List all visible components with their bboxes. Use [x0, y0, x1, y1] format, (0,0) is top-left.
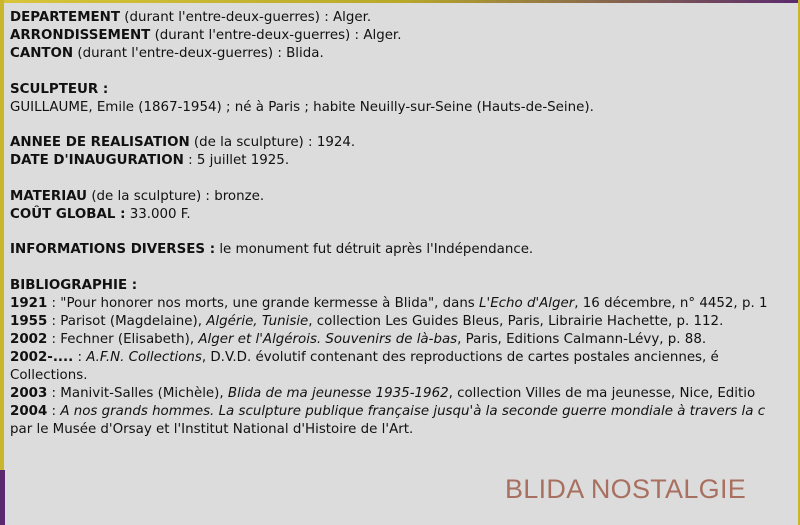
cout-label: COÛT GLOBAL : [10, 206, 126, 222]
sculpteur-heading-line [10, 81, 800, 99]
cout-line [10, 206, 800, 224]
arrondissement-value: Alger. [363, 28, 402, 43]
biblio-title: A.F.N. Collections [86, 349, 202, 365]
arrondissement-label: ARRONDISSEMENT [10, 28, 151, 43]
biblio-title: Alger et l'Algérois. Souvenirs de là-bas [198, 331, 458, 347]
departement-label: DEPARTEMENT [10, 10, 121, 25]
biblio-title: A nos grands hommes. La sculpture publique française jusqu'à la seconde guerre mondiale à travers la c [60, 403, 766, 419]
canton-label: CANTON [10, 46, 74, 61]
spacer [10, 259, 800, 277]
realisation-qualifier: (de la sculpture) : [189, 135, 317, 150]
biblio-text: , Paris, Editions Calmann-Lévy, p. 88. [457, 331, 707, 347]
biblio-title: L'Echo d'Alger [479, 295, 575, 311]
top-border [0, 0, 800, 3]
left-border [0, 0, 4, 525]
biblio-entry-1921 [10, 295, 800, 313]
materiau-value: bronze. [214, 188, 265, 204]
arrondissement-qualifier: (durant l'entre-deux-guerres) : [150, 28, 364, 43]
inauguration-qualifier: : [183, 153, 197, 168]
biblio-entry-2004 [10, 403, 800, 421]
bibliographie-label: BIBLIOGRAPHIE : [10, 277, 138, 293]
spacer [10, 117, 800, 135]
biblio-text: : Parisot (Magdelaine), [47, 313, 207, 329]
biblio-year: 2002-.... [10, 349, 74, 365]
spacer [10, 63, 800, 81]
bibliographie-heading-line [10, 277, 800, 295]
canton-line [10, 45, 800, 63]
biblio-entry-2003 [10, 385, 800, 403]
canton-value: Blida. [286, 46, 324, 61]
inauguration-label: DATE D'INAUGURATION [10, 153, 184, 168]
biblio-entry-2002-ongoing-cont: Collections. [10, 367, 88, 383]
biblio-text: : Fechner (Elisabeth), [47, 331, 199, 347]
departement-line [10, 9, 800, 27]
biblio-year: 1921 [10, 295, 48, 311]
informations-line [10, 241, 800, 259]
canton-qualifier: (durant l'entre-deux-guerres) : [73, 46, 287, 61]
biblio-text: , D.V.D. évolutif contenant des reproductions de cartes postales anciennes, é [201, 349, 719, 365]
biblio-year: 2003 [10, 385, 48, 401]
materiau-label: MATERIAU [10, 188, 88, 204]
biblio-entry-2002 [10, 331, 800, 349]
spacer [10, 170, 800, 188]
realisation-label: ANNEE DE REALISATION [10, 135, 190, 150]
informations-value: le monument fut détruit après l'Indépendance. [215, 242, 534, 257]
watermark-text: BLIDA NOSTALGIE [505, 474, 747, 504]
spacer [10, 224, 800, 242]
materiau-qualifier: (de la sculpture) : [87, 188, 215, 204]
biblio-year: 2004 [10, 403, 48, 419]
sculpteur-value: GUILLAUME, Emile (1867-1954) ; né à Paris ; habite Neuilly-sur-Seine (Hauts-de-Seine). [10, 99, 594, 115]
biblio-text: , collection Villes de ma jeunesse, Nice, Editio [448, 385, 756, 401]
biblio-year: 1955 [10, 313, 48, 329]
informations-label: INFORMATIONS DIVERSES : [10, 242, 216, 257]
arrondissement-line [10, 27, 800, 45]
biblio-year: 2002 [10, 331, 48, 347]
departement-qualifier: (durant l'entre-deux-guerres) : [120, 10, 333, 25]
cout-value: 33.000 F. [125, 206, 191, 222]
monument-record [10, 9, 800, 439]
biblio-entry-2004-cont: par le Musée d'Orsay et l'Institut National d'Histoire de l'Art. [10, 421, 414, 437]
left-border-accent [0, 470, 5, 525]
biblio-text: : Manivit-Salles (Michèle), [47, 385, 228, 401]
biblio-text: : [73, 349, 87, 365]
inauguration-line [10, 152, 800, 170]
realisation-value: 1924. [316, 135, 356, 150]
biblio-entry-2002-ongoing [10, 349, 800, 367]
biblio-text: , 16 décembre, n° 4452, p. 1 [574, 295, 768, 311]
biblio-entry-1955 [10, 313, 800, 331]
sculpteur-label: SCULPTEUR : [10, 81, 109, 97]
biblio-text: , collection Les Guides Bleus, Paris, Librairie Hachette, p. 112. [308, 313, 724, 329]
realisation-line [10, 134, 800, 152]
materiau-line [10, 188, 800, 206]
biblio-title: Blida de ma jeunesse 1935-1962 [227, 385, 449, 401]
biblio-text: : "Pour honorer nos morts, une grande kermesse à Blida", dans [47, 295, 480, 311]
inauguration-value: 5 juillet 1925. [196, 153, 290, 168]
biblio-text: : [47, 403, 61, 419]
biblio-title: Algérie, Tunisie [206, 313, 309, 329]
departement-value: Alger. [333, 10, 372, 25]
